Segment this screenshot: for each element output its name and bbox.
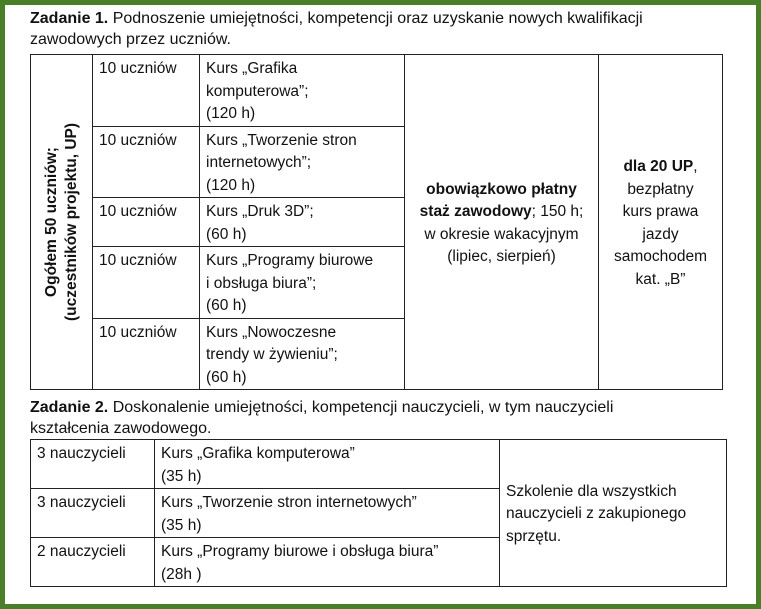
participants-total-text <box>42 123 82 321</box>
driving-license-details: , bezpłatny kurs prawa jazdy samochodem kat. „B” <box>613 158 708 288</box>
teacher-count-cell: 2 nauczycieli <box>31 538 155 587</box>
driving-license-cell <box>599 55 723 390</box>
participants-total-line1: Ogółem 50 uczniów; <box>42 147 60 297</box>
teacher-count-cell: 3 nauczycieli <box>31 489 155 538</box>
teacher-course-cell: Kurs „Programy biurowe i obsługa biura” (28h ) <box>155 538 500 587</box>
driving-license-bold: dla 20 UP <box>623 158 694 175</box>
task2-title-line1: Doskonalenie umiejętności, kompetencji nauczycieli, w tym nauczycieli <box>112 399 614 416</box>
task1-title-line1: Podnoszenie umiejętności, kompetencji oraz uzyskanie nowych kwalifikacji <box>112 10 643 27</box>
student-count-cell: 10 uczniów <box>93 318 200 390</box>
task2-table <box>30 439 727 587</box>
task1-table <box>30 54 723 390</box>
student-course-cell: Kurs „Nowoczesne trendy w żywieniu”; (60 h) <box>200 318 405 390</box>
student-course-cell: Kurs „Tworzenie stron internetowych”; (120 h) <box>200 126 405 198</box>
teacher-course-cell: Kurs „Grafika komputerowa” (35 h) <box>155 440 500 489</box>
task1-heading <box>30 8 730 50</box>
participants-total-line2: (uczestników projektu, UP) <box>62 122 80 322</box>
student-count-cell: 10 uczniów <box>93 247 200 319</box>
student-course-cell: Kurs „Druk 3D”; (60 h) <box>200 198 405 247</box>
task1-title-line2: zawodowych przez uczniów. <box>30 31 231 48</box>
participants-total-cell <box>31 55 93 390</box>
internship-details: ; 150 h; w okresie wakacyjnym (lipiec, sierpień) <box>424 203 584 265</box>
internship-bold: obowiązkowo płatny staż zawodowy <box>419 180 577 220</box>
task1-label: Zadanie 1. <box>30 10 109 27</box>
student-course-cell: Kurs „Programy biurowe i obsługa biura”; (60 h) <box>200 247 405 319</box>
task2-title-line2: kształcenia zawodowego. <box>30 420 212 437</box>
student-count-cell: 10 uczniów <box>93 126 200 198</box>
teacher-training-note: Szkolenie dla wszystkich nauczycieli z zakupionego sprzętu. <box>500 440 727 587</box>
task2-label: Zadanie 2. <box>30 399 109 416</box>
student-count-cell: 10 uczniów <box>93 198 200 247</box>
internship-cell <box>405 55 599 390</box>
teacher-count-cell: 3 nauczycieli <box>31 440 155 489</box>
student-course-cell: Kurs „Grafika komputerowa”; (120 h) <box>200 55 405 127</box>
task2-heading <box>30 397 730 439</box>
student-count-cell: 10 uczniów <box>93 55 200 127</box>
teacher-course-cell: Kurs „Tworzenie stron internetowych” (35 h) <box>155 489 500 538</box>
